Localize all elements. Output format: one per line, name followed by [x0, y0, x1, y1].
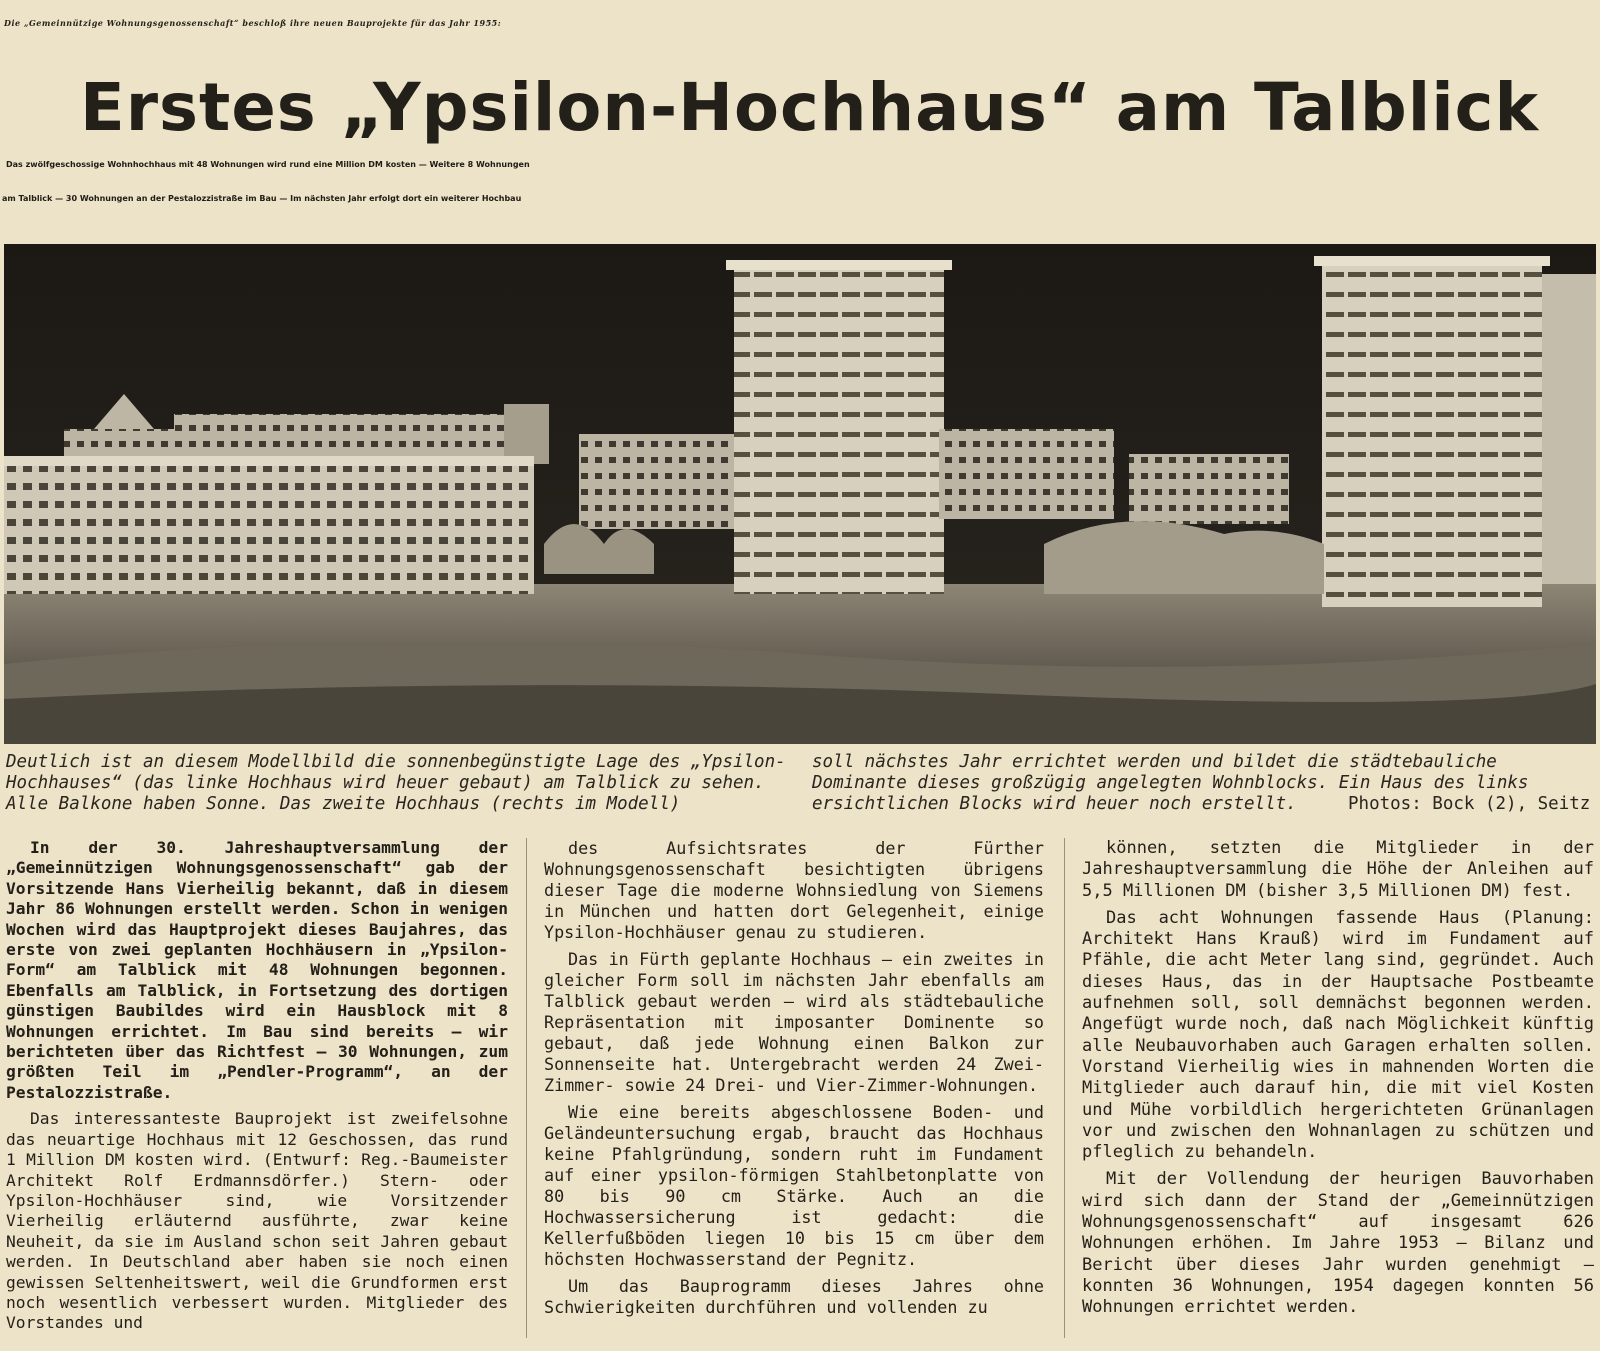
column-3-paragraph-1: können, setzten die Mitglieder in der Jahreshauptversammlung die Höhe der Anleihen auf 5,5 Millionen DM (bisher 3,5 Millionen DM) fest.	[1082, 838, 1594, 901]
column-1-paragraph-2: Das interessanteste Bauprojekt ist zweifelsohne das neuartige Hochhaus mit 12 Geschossen, das rund 1 Million DM kosten wird. (Entwurf: Reg.-Baumeister Architekt Rolf Erdmannsdörfer.) Stern- oder Ypsilon-Hochhäuser sind, wie Vorsitzender Vierheilig erläuternd ausführte, zwar keine Neuheit, da sie im Ausland schon seit Jahren gebaut werden. In Deutschland aber haben sie noch einen gewissen Seltenheitswert, weil die Grundformen erst noch wesentlich verbessert wurden. Mitglieder des Vorstandes und	[6, 1109, 508, 1333]
column-2-paragraph-3: Wie eine bereits abgeschlossene Boden- und Geländeuntersuchung ergab, braucht das Hochhaus keine Pfahlgründung, sondern ruht im Fundament auf einer ypsilon-förmigen Stahlbetonplatte von 80 bis 90 cm Stärke. Auch an die Hochwassersicherung ist gedacht: die Kellerfußböden liegen 10 bis 15 cm über dem höchsten Hochwasserstand der Pegnitz.	[544, 1102, 1044, 1269]
column-divider	[1064, 838, 1065, 1338]
photo-credit: Photos: Bock (2), Seitz	[1348, 794, 1591, 814]
column-3-paragraph-2: Das acht Wohnungen fassende Haus (Planung: Architekt Hans Krauß) wird im Fundament auf Pfähle, die acht Meter lang sind, gegründet. Auch dieses Haus, das in der Hauptsache Postbeamte aufnehmen soll, soll demnächst begonnen werden. Angefügt wurde noch, daß nach Möglichkeit künftig alle Neubauvorhaben auch Garagen erhalten sollen. Vorstand Vierheilig wies in mahnenden Worten die Mitglieder auch darauf hin, die mit viel Kosten und Mühe vorbildlich hergerichteten Grünanlagen vor und zwischen den Wohnanlagen zu schützen und pfleglich zu behandeln.	[1082, 907, 1594, 1163]
column-divider	[526, 838, 527, 1338]
headline: Erstes „Ypsilon-Hochhaus“ am Talblick	[80, 70, 1540, 146]
model-photo-illustration	[4, 244, 1596, 744]
column-2-paragraph-2: Das in Fürth geplante Hochhaus — ein zweites in gleicher Form soll im nächsten Jahr ebenfalls am Talblick gebaut werden — wird als städtebauliche Repräsentation mit imposanter Dominente so gebaut, daß jede Wohnung einen Balkon zur Sonnenseite hat. Untergebracht werden 24 Zwei-Zimmer- sowie 24 Drei- und Vier-Zimmer-Wohnungen.	[544, 949, 1044, 1095]
kicker-line: Die „Gemeinnützige Wohnungsgenossenschaft“ beschloß ihre neuen Bauprojekte für das Jahr 1955:	[4, 18, 502, 28]
column-2-paragraph-4: Um das Bauprogramm dieses Jahres ohne Schwierigkeiten durchführen und vollenden zu	[544, 1276, 1044, 1317]
column-3-paragraph-3: Mit der Vollendung der heurigen Bauvorhaben wird sich dann der Stand der „Gemeinnützigen Wohnungsgenossenschaft“ auf insgesamt 626 Wohnungen erhöhen. Im Jahre 1953 — Bilanz und Bericht über dieses Jahr wurden genehmigt — konnten 36 Wohnungen, 1954 dagegen konnten 56 Wohnungen errichtet werden.	[1082, 1169, 1594, 1318]
article-column-3	[1082, 838, 1594, 1325]
subhead-line-2: am Talblick — 30 Wohnungen an der Pestalozzistraße im Bau — Im nächsten Jahr erfolgt dort ein weiterer Hochbau	[2, 194, 522, 203]
subhead-line-1: Das zwölfgeschossige Wohnhochhaus mit 48 Wohnungen wird rund eine Million DM kosten — Weitere 8 Wohnungen	[6, 160, 530, 169]
photo-caption-right: soll nächstes Jahr errichtet werden und bildet die städtebauliche Dominante dieses großzügig angelegten Wohnblocks. Ein Haus des links ersichtlichen Blocks wird heuer noch erstellt.	[812, 752, 1529, 814]
photo-caption-left: Deutlich ist an diesem Modellbild die sonnenbegünstigte Lage des „Ypsilon-Hochhauses“ (das linke Hochhaus wird heuer gebaut) am Talblick zu sehen. Alle Balkone haben Sonne. Das zweite Hochhaus (rechts im Modell)	[6, 752, 786, 814]
article-column-1	[6, 838, 508, 1340]
model-photo	[4, 244, 1596, 744]
column-2-paragraph-1: des Aufsichtsrates der Fürther Wohnungsgenossenschaft besichtigten übrigens dieser Tage die moderne Wohnsiedlung von Siemens in München und hatten dort Gelegenheit, einige Ypsilon-Hochhäuser genau zu studieren.	[544, 838, 1044, 942]
article-column-2	[544, 838, 1044, 1324]
column-1-paragraph-1: In der 30. Jahreshauptversammlung der „Gemeinnützigen Wohnungsgenossenschaft“ gab der Vorsitzende Hans Vierheilig bekannt, daß in diesem Jahr 86 Wohnungen erstellt werden. Schon in wenigen Wochen wird das Hauptprojekt dieses Baujahres, das erste von zwei geplanten Hochhäusern in „Ypsilon-Form“ am Talblick mit 48 Wohnungen begonnen. Ebenfalls am Talblick, in Fortsetzung des dortigen günstigen Baubildes wird ein Hausblock mit 8 Wohnungen errichtet. Im Bau sind bereits — wir berichteten über das Richtfest — 30 Wohnungen, zum größten Teil im „Pendler-Programm“, an der Pestalozzistraße.	[6, 838, 508, 1102]
